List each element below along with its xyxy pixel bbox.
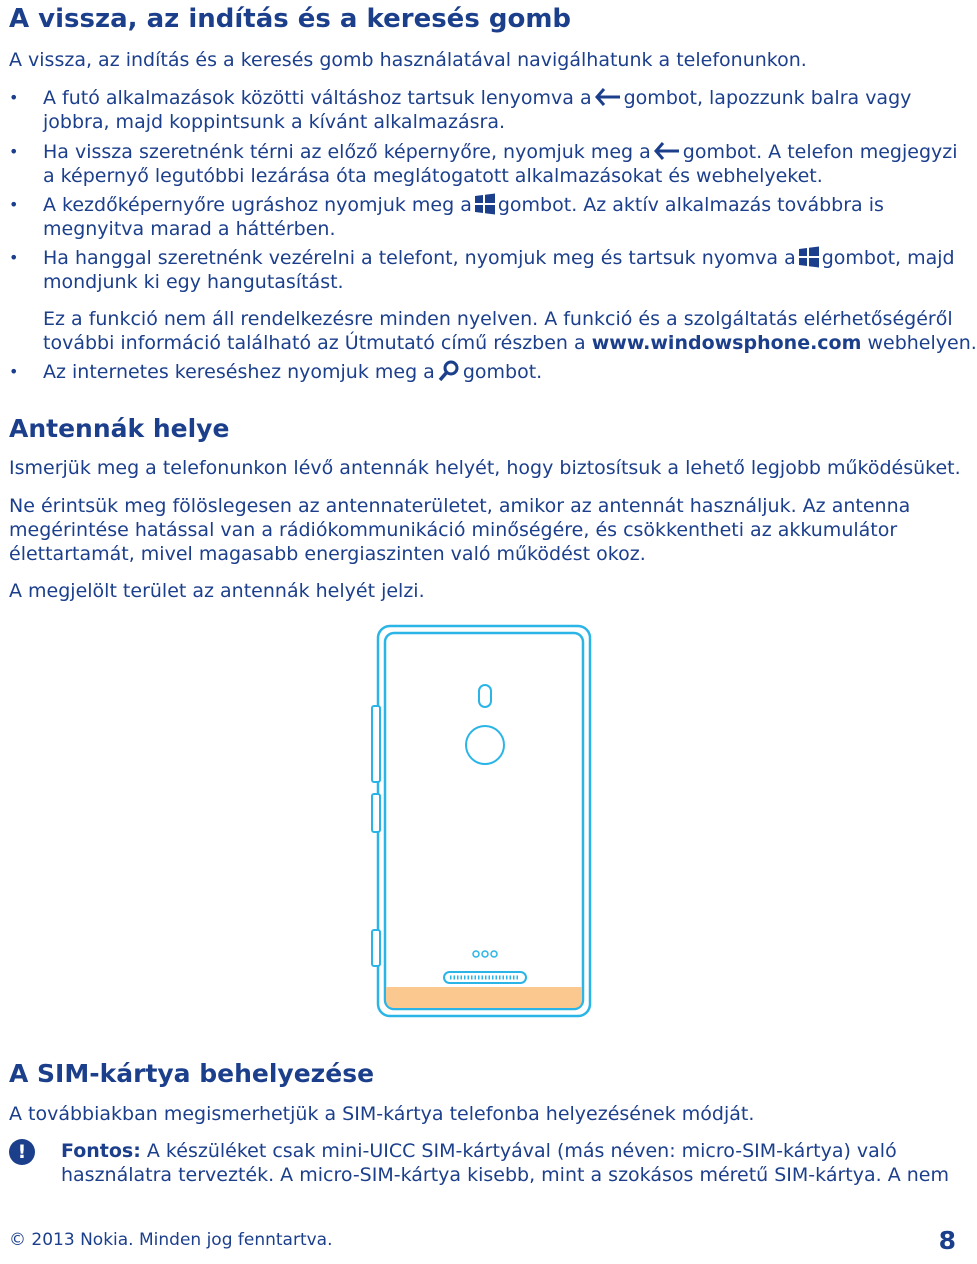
windows-icon — [798, 246, 820, 274]
antenna-text-2-line1: Ne érintsük meg fölöslegesen az antennaterületet, amikor az antennát használjuk. Az antenna — [9, 495, 911, 517]
antenna-text-2-line3: élettartamát, mivel magasabb energiaszinten való működést okoz. — [9, 543, 646, 565]
list-item-cont: megnyitva marad a háttérben. — [43, 218, 336, 240]
warning-text-line1: Fontos: A készüléket csak mini-UICC SIM-kártyával (más néven: micro-SIM-kártya) való — [61, 1140, 897, 1162]
list-item-cont: a képernyő legutóbbi lezárása óta meglátogatott alkalmazásokat és webhelyeket. — [43, 165, 823, 187]
charging-contact — [491, 951, 497, 957]
phone-inner-outline — [385, 633, 583, 1009]
search-icon — [437, 360, 461, 388]
intro-text: A vissza, az indítás és a keresés gomb használatával navigálhatunk a telefonunkon. — [9, 49, 807, 71]
antenna-area — [386, 987, 582, 1008]
copyright-footer: © 2013 Nokia. Minden jog fenntartva. — [9, 1230, 333, 1250]
warning-text-line2: használatra tervezték. A micro-SIM-kártya kisebb, mint a szokásos méretű SIM-kártya. A nem — [61, 1164, 949, 1186]
section-title-sim: A SIM-kártya behelyezése — [9, 1059, 375, 1088]
note-text: Ez a funkció nem áll rendelkezésre minden nyelven. A funkció és a szolgáltatás elérhetőségéről — [43, 308, 953, 330]
section-title-antennas: Antennák helye — [9, 414, 230, 443]
list-item-cont: mondjunk ki egy hangutasítást. — [43, 271, 344, 293]
antenna-text-3: A megjelölt terület az antennák helyét jelzi. — [9, 580, 425, 602]
warning-icon: ! — [9, 1139, 35, 1165]
back-icon — [594, 86, 622, 114]
section-title-buttons: A vissza, az indítás és a keresés gomb — [9, 4, 572, 34]
sim-intro-text: A továbbiakban megismerhetjük a SIM-kártya telefonba helyezésének módját. — [9, 1103, 755, 1125]
charging-contact — [482, 951, 488, 957]
volume-key — [372, 706, 380, 782]
power-key — [372, 794, 380, 832]
windows-icon — [474, 193, 496, 221]
camera-lens — [466, 726, 504, 764]
windowsphone-link[interactable]: www.windowsphone.com — [591, 332, 862, 354]
antenna-text-2-line2: megérintése hatással van a rádiókommunikáció minőségére, és csökkentheti az akkumulátor — [9, 519, 898, 541]
camera-key — [372, 930, 380, 966]
camera-flash — [479, 685, 491, 707]
page-number: 8 — [938, 1226, 956, 1255]
list-item-cont: jobbra, majd koppintsunk a kívánt alkalmazásra. — [43, 111, 506, 133]
antenna-text-1: Ismerjük meg a telefonunkon lévő antennák helyét, hogy biztosítsuk a lehető legjobb működésüket. — [9, 457, 961, 479]
charging-contact — [473, 951, 479, 957]
phone-antenna-illustration — [370, 622, 600, 1022]
